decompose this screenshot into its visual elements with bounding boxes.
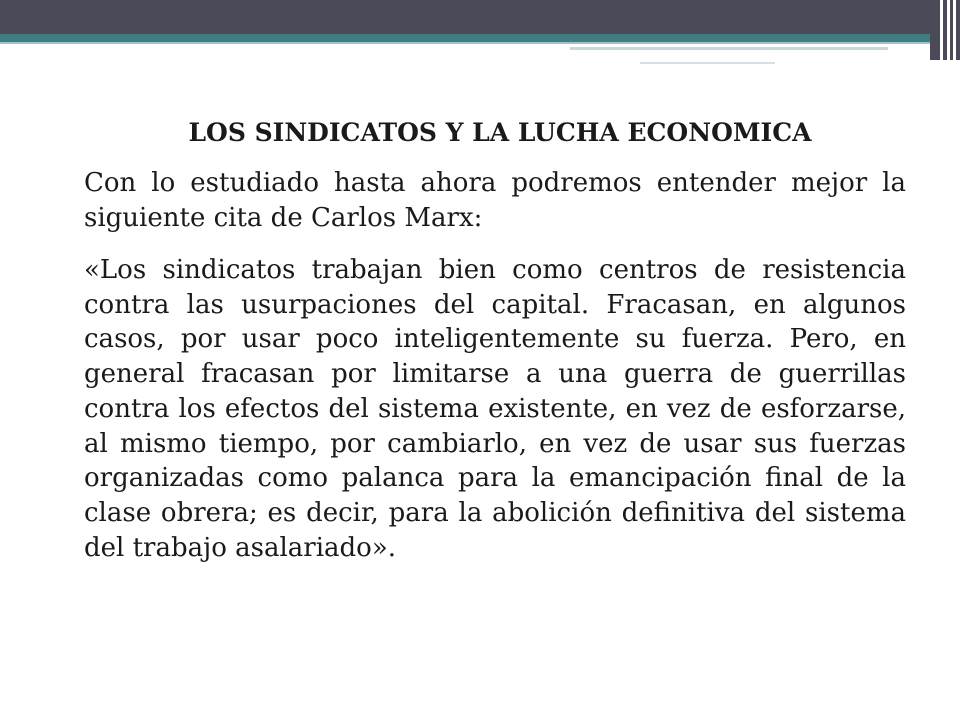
decorative-line-short [640,62,775,64]
corner-decoration [930,0,960,60]
slide-title: LOS SINDICATOS Y LA LUCHA ECONOMICA [188,118,812,147]
header-accent-line [0,42,930,44]
header-accent-band [0,34,930,42]
intro-paragraph: Con lo estudiado hasta ahora podremos entender mejor la siguiente cita de Carlos Marx: [84,168,906,233]
header-bar [0,0,930,34]
decorative-line [570,47,888,50]
quote-paragraph: «Los sindicatos trabajan bien como centros de resistencia contra las usurpaciones del capital. Fracasan, en algunos casos, por usar poco inteligentemente su fuerza. Pero, en general fracasan por limitarse a una guerra de guerrillas contra los efectos del sistema existente, en vez de esforzarse, al mismo tiempo, por cambiarlo, en vez de usar sus fuerzas organizadas como palanca para la emancipación final de la clase obrera; es decir, para la abolición definitiva del sistema del trabajo asalariado». [84,255,906,563]
